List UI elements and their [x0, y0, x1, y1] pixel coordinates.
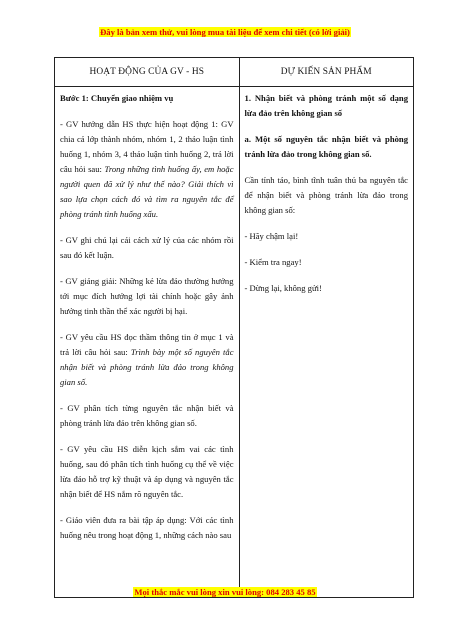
header-expected-products: DỰ KIẾN SẢN PHẨM: [239, 58, 413, 87]
activity-paragraph-3: - GV giảng giải: Những kẻ lừa đảo thường hướng tới mục đích hướng lợi tài chính hoặc gây ảnh hưởng tinh thần thể xác người bị hại.: [60, 276, 234, 316]
header-activities: HOẠT ĐỘNG CỦA GV - HS: [55, 58, 240, 87]
activity-paragraph-2: - GV ghi chú lại cái cách xử lý của các nhóm rồi sau đó kết luận.: [60, 235, 234, 260]
principles-intro: Cần tỉnh táo, bình tĩnh tuân thủ ba nguyên tắc để nhận biết và phòng tránh lừa đảo trong không gian số:: [244, 175, 408, 215]
table-header-row: [55, 58, 414, 87]
section-heading: 1. Nhận biết và phòng tránh một số dạng lừa đảo trên không gian số: [244, 93, 408, 118]
activities-cell: [55, 87, 240, 598]
step-title: Bước 1: Chuyển giao nhiệm vụ: [60, 93, 174, 103]
activity-paragraph-6: - GV yêu cầu HS diễn kịch sắm vai các tình huống, sau đó phân tích tình huống cụ thể về việc lừa đảo hỗ trợ kỹ thuật và áp dụng và nguyên tắc nhận biết để HS nắm rõ nguyên tắc.: [60, 444, 234, 499]
principle-item: - Dừng lại, không gửi!: [244, 283, 322, 293]
contact-banner: Mọi thắc mắc vui lòng xin vui lòng: 084 283 45 85: [134, 587, 316, 597]
activity-paragraph-5: - GV phân tích từng nguyên tắc nhận biết và phòng tránh lừa đảo trên không gian số.: [60, 403, 234, 428]
principle-item: - Hãy chậm lại!: [244, 231, 299, 241]
subsection-heading: a. Một số nguyên tắc nhận biết và phòng tránh lừa đảo trong không gian số.: [244, 134, 408, 159]
principle-item: - Kiểm tra ngay!: [244, 257, 302, 267]
activity-paragraph-1: - GV hướng dẫn HS thực hiện hoạt động 1: GV chia cả lớp thành nhóm, nhóm 1, 2 thảo luận tình huống 1, nhóm 3, 4 thảo luận tình huống 2, trả lời câu hỏi sau: Trong những tình huống ấy, em hoặc người quen đã xử lý như thế nào? Giải thích vì sao lựa chọn cách đó và tìm ra nguyên tắc để phòng tránh tình huống xấu.: [60, 119, 234, 219]
lesson-table: [54, 57, 414, 598]
preview-banner: Đây là bản xem thử, vui lòng mua tài liệu để xem chi tiết (có lời giải): [100, 27, 350, 37]
table-row: [55, 87, 414, 598]
activity-paragraph-4: - GV yêu cầu HS đọc thầm thông tin ở mục 1 và trả lời câu hỏi sau: Trình bày một số nguyên tắc nhận biết và phòng tránh lừa đảo trong không gian số.: [60, 332, 234, 387]
expected-products-cell: [239, 87, 413, 598]
activity-paragraph-7: - Giáo viên đưa ra bài tập áp dụng: Với các tình huống nêu trong hoạt động 1, những cách nào sau: [60, 515, 234, 540]
